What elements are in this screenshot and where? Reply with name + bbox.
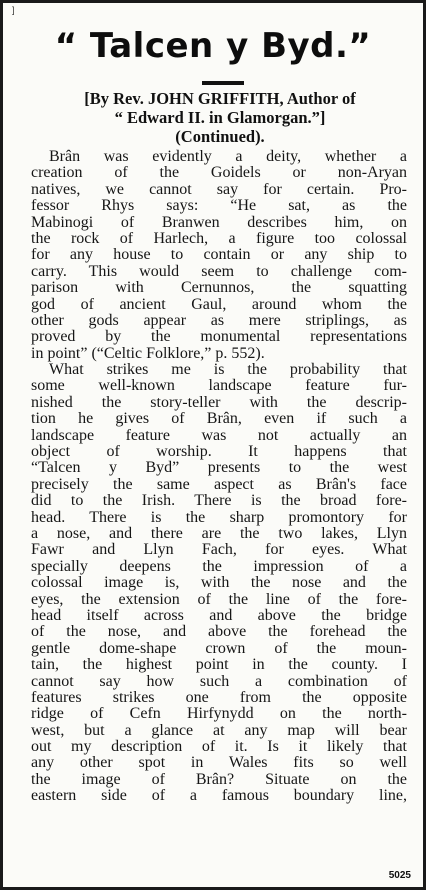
headline: “ Talcen y Byd.” bbox=[54, 26, 372, 66]
article-line: head. There is the sharp promontory for bbox=[31, 509, 407, 526]
byline-book: “ Edward II. in Glamorgan.”] bbox=[114, 108, 326, 127]
article-line: the rock of Harlech, a figure too colossal bbox=[31, 230, 407, 247]
article-line: parison with Cernunnos, the squatting bbox=[31, 280, 407, 297]
byline-continued: (Continued). bbox=[175, 127, 265, 146]
byline bbox=[25, 89, 415, 146]
article-line: nished the story-teller with the descrip- bbox=[31, 394, 407, 411]
page-number: 5025 bbox=[388, 870, 411, 881]
article-line: ridge of Cefn Hirfynydd on the north- bbox=[31, 706, 407, 723]
article-line: west, but a glance at any map will bear bbox=[31, 722, 407, 739]
article-line: god of ancient Gaul, around whom the bbox=[31, 296, 407, 313]
article-body bbox=[31, 149, 407, 805]
article-line: some well-known landscape feature fur- bbox=[31, 378, 407, 395]
article-line: Fawr and Llyn Fach, for eyes. What bbox=[31, 542, 407, 559]
article-line: tion he gives of Brân, even if such a bbox=[31, 411, 407, 428]
article-line: natives, we cannot say for certain. Pro- bbox=[31, 181, 407, 198]
article-line: the image of Brân? Situate on the bbox=[31, 771, 407, 788]
article-line: a nose, and there are the two lakes, Llyn bbox=[31, 525, 407, 542]
article-line: carry. This would seem to challenge com- bbox=[31, 263, 407, 280]
article-line: fessor Rhys says: “He sat, as the bbox=[31, 198, 407, 215]
article-line: creation of the Goidels or non-Aryan bbox=[31, 165, 407, 182]
article-line: features strikes one from the opposite bbox=[31, 689, 407, 706]
article-line: in point” (“Celtic Folklore,” p. 552). bbox=[31, 345, 265, 362]
article-line: object of worship. It happens that bbox=[31, 444, 407, 461]
article-line: proved by the monumental representations bbox=[31, 329, 407, 346]
article-line: landscape feature was not actually an bbox=[31, 427, 407, 444]
article-line: head itself across and above the bridge bbox=[31, 607, 407, 624]
article-line: Brân was evidently a deity, whether a bbox=[49, 149, 407, 165]
article-line: tain, the highest point in the county. I bbox=[31, 657, 407, 674]
article-line: specially deepens the impression of a bbox=[31, 558, 407, 575]
article-line: did to the Irish. There is the broad fore- bbox=[31, 493, 407, 510]
article-line: “Talcen y Byd” presents to the west bbox=[31, 460, 407, 477]
article-line: Mabinogi of Branwen describes him, on bbox=[31, 214, 407, 231]
article-line: What strikes me is the probability that bbox=[49, 362, 407, 379]
article-line: gentle dome-shape crown of the moun- bbox=[31, 640, 407, 657]
article-line: for any house to contain or any ship to bbox=[31, 247, 407, 264]
article-line: other gods appear as mere striplings, as bbox=[31, 312, 407, 329]
article-line: cannot say how such a combination of bbox=[31, 673, 407, 690]
corner-mark: ] bbox=[12, 5, 15, 15]
article-line: eyes, the extension of the line of the fore- bbox=[31, 591, 407, 608]
article-line: of the nose, and above the forehead the bbox=[31, 624, 407, 641]
article-line: any other spot in Wales fits so well bbox=[31, 755, 407, 772]
headline-rule bbox=[202, 81, 244, 85]
byline-author: [By Rev. JOHN GRIFFITH, Author of bbox=[84, 89, 356, 108]
article-line: colossal image is, with the nose and the bbox=[31, 575, 407, 592]
article-line: out my description of it. Is it likely that bbox=[31, 739, 407, 756]
article-line: precisely the same aspect as Brân's face bbox=[31, 476, 407, 493]
article-line: eastern side of a famous boundary line, bbox=[31, 788, 407, 805]
